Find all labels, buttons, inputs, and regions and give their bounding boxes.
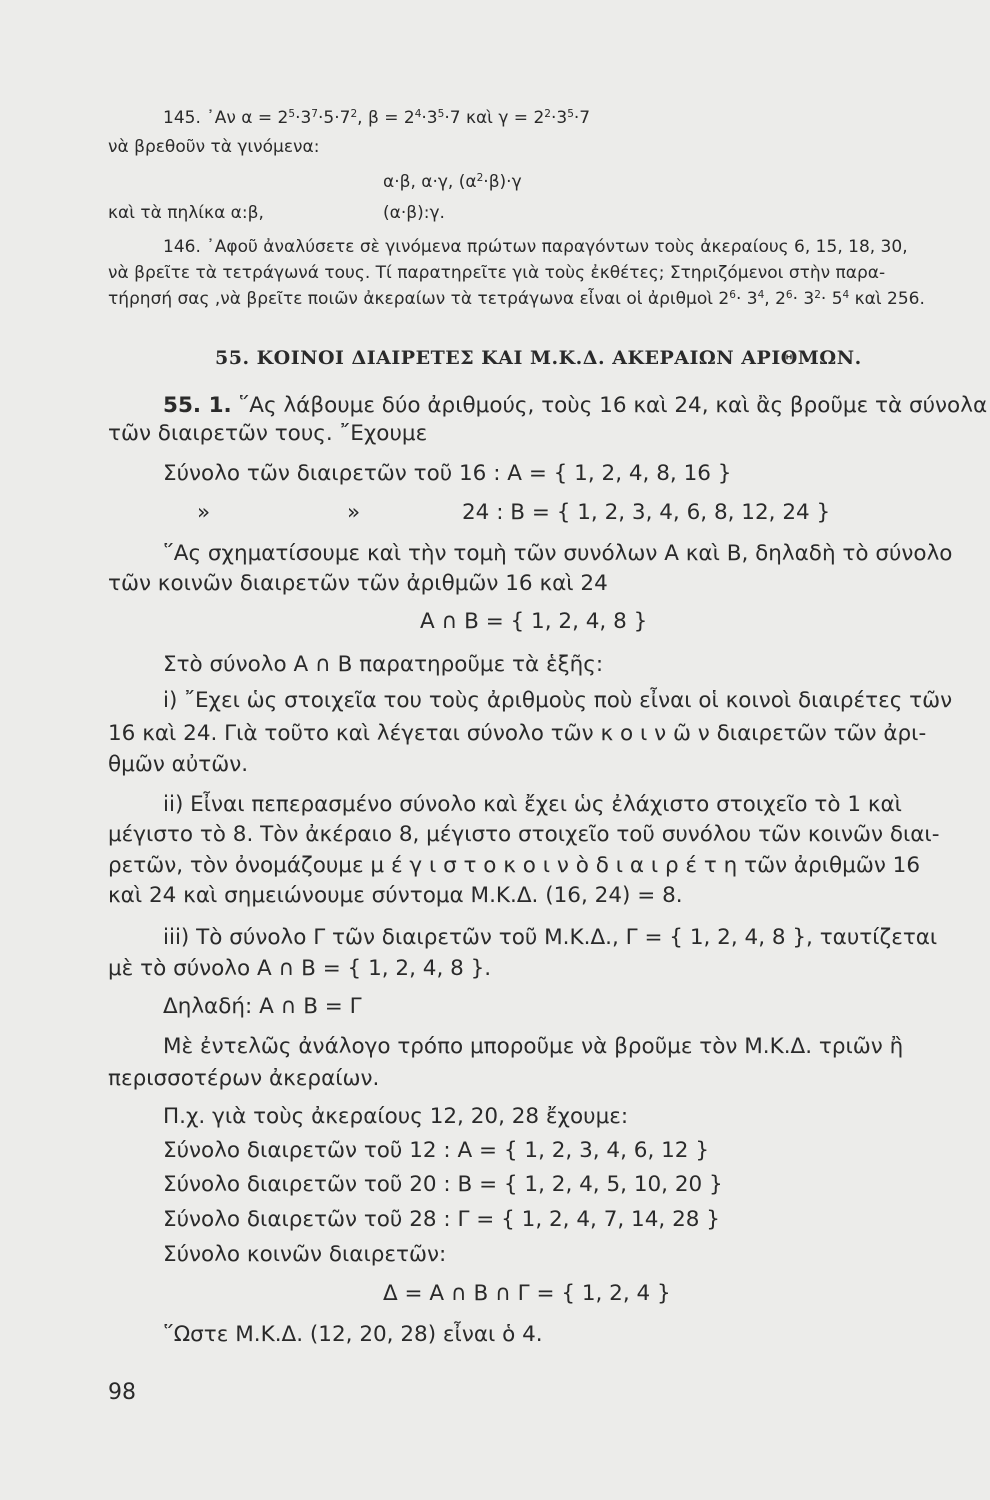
common-set: Δ = Α ∩ Β ∩ Γ = { 1, 2, 4 } xyxy=(383,1281,671,1306)
item-i-line3: θμῶν αὐτῶν. xyxy=(108,752,249,777)
ex145-quotients-label: καὶ τὰ πηλίκα α:β, xyxy=(108,203,264,223)
section-heading: 55. ΚΟΙΝΟΙ ΔΙΑΙΡΕΤΕΣ ΚΑΙ Μ.Κ.Δ. ΑΚΕΡΑΙΩΝ ΑΡΙΘΜΩΝ. xyxy=(215,347,862,369)
item-i-line2: 16 καὶ 24. Γιὰ τοῦτο καὶ λέγεται σύνολο τῶν κ ο ι ν ῶ ν διαιρετῶν τῶν ἀρι- xyxy=(108,721,927,746)
ex145-line2: νὰ βρεθοῦν τὰ γινόμενα: xyxy=(108,137,320,157)
item-iii-line1: iii) Τὸ σύνολο Γ τῶν διαιρετῶν τοῦ Μ.Κ.Δ., Γ = { 1, 2, 4, 8 }, ταυτίζεται xyxy=(163,925,938,950)
item-iii-line2: μὲ τὸ σύνολο Α ∩ Β = { 1, 2, 4, 8 }. xyxy=(108,956,492,981)
ex145-line1: 145. ᾽Αν $\alpha = 2^5\cdot 3^7\cdot 5\cdot 7^2$, $\beta = 2^4\cdot 3^5\cdot 7$ καὶ $\gamma = 2^2\cdot 3^5\cdot 7$ xyxy=(163,108,591,128)
observe: Στὸ σύνολο Α ∩ Β παρατηροῦμε τὰ ἑξῆς: xyxy=(163,652,604,677)
intersection: Α ∩ Β = { 1, 2, 4, 8 } xyxy=(420,609,648,634)
ditto-mark: » xyxy=(197,500,211,525)
set-20: Σύνολο διαιρετῶν τοῦ 20 : Β = { 1, 2, 4, 5, 10, 20 } xyxy=(163,1172,723,1197)
item-i-line1: i) ῎Εχει ὡς στοιχεῖα του τοὺς ἀριθμοὺς ποὺ εἶναι οἱ κοινοὶ διαιρέτες τῶν xyxy=(163,688,953,713)
example: Π.χ. γιὰ τοὺς ἀκεραίους 12, 20, 28 ἔχουμε: xyxy=(163,1104,629,1129)
ex146-line3: τήρησή σας ,νὰ βρεῖτε ποιῶν ἀκεραίων τὰ τετράγωνα εἶναι οἱ ἀριθμοὶ $2^6\cdot 3^4$, $2^6\cdot 3^2\cdot 5^4$ καὶ 256. xyxy=(108,289,925,309)
ex146-line1: 146. ᾽Αφοῦ ἀναλύσετε σὲ γινόμενα πρώτων παραγόντων τοὺς ἀκεραίους 6, 15, 18, 30, xyxy=(163,237,908,257)
p2-line2: τῶν κοινῶν διαιρετῶν τῶν ἀριθμῶν 16 καὶ 24 xyxy=(108,571,608,596)
common-label: Σύνολο κοινῶν διαιρετῶν: xyxy=(163,1242,447,1267)
ex146-line2: νὰ βρεῖτε τὰ τετράγωνά τους. Τί παρατηρεῖτε γιὰ τοὺς ἐκθέτες; Στηριζόμενοι στὴν παρα- xyxy=(108,263,886,283)
conclusion: ῞Ωστε Μ.Κ.Δ. (12, 20, 28) εἶναι ὁ 4. xyxy=(163,1322,543,1347)
set-24: 24 : Β = { 1, 2, 3, 4, 6, 8, 12, 24 } xyxy=(462,500,831,525)
similar-line1: Μὲ ἐντελῶς ἀνάλογο τρόπο μποροῦμε νὰ βροῦμε τὸν Μ.Κ.Δ. τριῶν ἢ xyxy=(163,1034,904,1059)
similar-line2: περισσοτέρων ἀκεραίων. xyxy=(108,1066,380,1091)
sub-line2: τῶν διαιρετῶν τους. ῎Εχουμε xyxy=(108,421,428,446)
set-16: Σύνολο τῶν διαιρετῶν τοῦ 16 : Α = { 1, 2, 4, 8, 16 } xyxy=(163,461,732,486)
page-number: 98 xyxy=(108,1380,136,1405)
p2-line1: ῞Ας σχηματίσουμε καὶ τὴν τομὴ τῶν συνόλων Α καὶ Β, δηλαδὴ τὸ σύνολο xyxy=(163,541,953,566)
thus: Δηλαδή: Α ∩ Β = Γ xyxy=(163,994,362,1019)
set-28: Σύνολο διαιρετῶν τοῦ 28 : Γ = { 1, 2, 4, 7, 14, 28 } xyxy=(163,1207,720,1232)
ex145-quotient: (α·β):γ. xyxy=(383,203,445,223)
set-12: Σύνολο διαιρετῶν τοῦ 12 : Α = { 1, 2, 3, 4, 6, 12 } xyxy=(163,1138,709,1163)
item-ii-line3: ρετῶν, τὸν ὀνομάζουμε μ έ γ ι σ τ ο κ ο ι ν ὸ δ ι α ι ρ έ τ η τῶν ἀριθμῶν 16 xyxy=(108,853,921,878)
item-ii-line4: καὶ 24 καὶ σημειώνουμε σύντομα Μ.Κ.Δ. (16, 24) = 8. xyxy=(108,883,683,908)
item-ii-line1: ii) Εἶναι πεπερασμένο σύνολο καὶ ἔχει ὡς ἐλάχιστο στοιχεῖο τὸ 1 καὶ xyxy=(163,792,902,817)
ditto-mark: » xyxy=(347,500,361,525)
item-ii-line2: μέγιστο τὸ 8. Τὸν ἀκέραιο 8, μέγιστο στοιχεῖο τοῦ συνόλου τῶν κοινῶν διαι- xyxy=(108,822,940,847)
ex145-products: α·β, α·γ, $(\alpha^2\cdot\beta)\cdot\gamma$ xyxy=(383,172,522,192)
sub-line1: 55. 1. ῞Ας λάβουμε δύο ἀριθμούς, τοὺς 16 καὶ 24, καὶ ἂς βροῦμε τὰ σύνολα xyxy=(163,393,988,418)
